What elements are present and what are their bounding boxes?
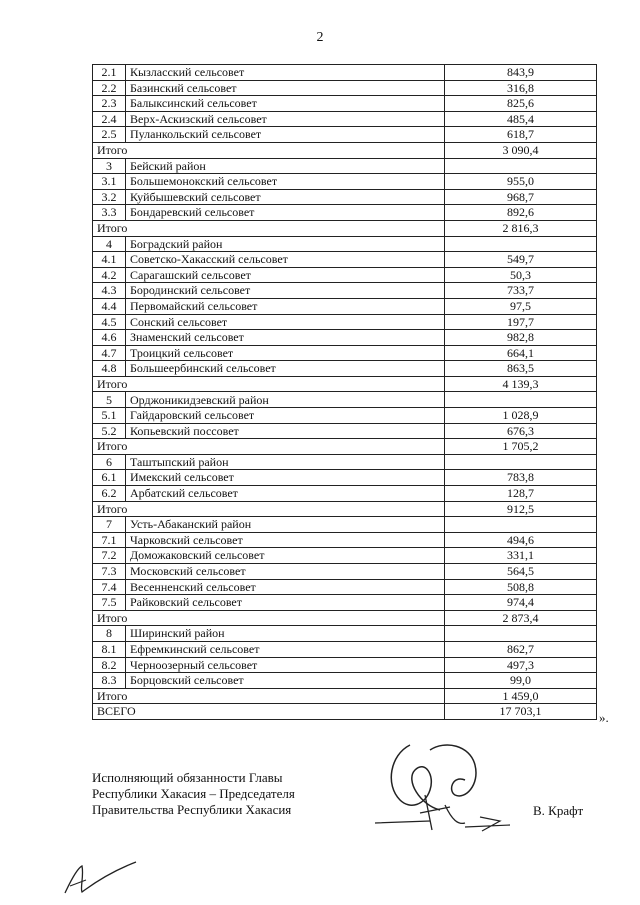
row-number: 5.1 bbox=[93, 408, 126, 424]
municipality-name: Балыксинский сельсовет bbox=[126, 96, 445, 112]
amount-value: 982,8 bbox=[445, 330, 597, 346]
subtotal-row bbox=[93, 439, 597, 455]
amount-value: 783,8 bbox=[445, 470, 597, 486]
municipality-name: Сарагашский сельсовет bbox=[126, 267, 445, 283]
municipality-name: Бородинский сельсовет bbox=[126, 283, 445, 299]
subtotal-value: 1 459,0 bbox=[445, 688, 597, 704]
amount-value: 331,1 bbox=[445, 548, 597, 564]
table-row bbox=[93, 189, 597, 205]
table-body bbox=[93, 65, 597, 720]
amount-value: 618,7 bbox=[445, 127, 597, 143]
amount-value: 1 028,9 bbox=[445, 408, 597, 424]
district-name: Таштыпский район bbox=[126, 454, 445, 470]
amount-value: 564,5 bbox=[445, 564, 597, 580]
amount-value: 676,3 bbox=[445, 423, 597, 439]
table-row bbox=[93, 96, 597, 112]
municipality-name: Копьевский поссовет bbox=[126, 423, 445, 439]
row-number: 2.5 bbox=[93, 127, 126, 143]
amount-value bbox=[445, 517, 597, 533]
row-number: 3.1 bbox=[93, 174, 126, 190]
signer-name: В. Крафт bbox=[533, 803, 584, 818]
amount-value: 494,6 bbox=[445, 532, 597, 548]
row-number: 6 bbox=[93, 454, 126, 470]
district-name: Боградский район bbox=[126, 236, 445, 252]
page-number: 2 bbox=[316, 30, 324, 45]
closing-quote: ». bbox=[599, 710, 609, 725]
grand-total-label: ВСЕГО bbox=[93, 704, 445, 720]
row-number: 4 bbox=[93, 236, 126, 252]
table-row bbox=[93, 673, 597, 689]
subtotal-label: Итого bbox=[93, 610, 445, 626]
row-number: 3.3 bbox=[93, 205, 126, 221]
signer-title-line-3: Правительства Республики Хакасия bbox=[92, 802, 292, 817]
municipality-name: Арбатский сельсовет bbox=[126, 486, 445, 502]
district-row bbox=[93, 392, 597, 408]
row-number: 4.3 bbox=[93, 283, 126, 299]
amount-value: 97,5 bbox=[445, 298, 597, 314]
row-number: 8.2 bbox=[93, 657, 126, 673]
municipality-name: Чарковский сельсовет bbox=[126, 532, 445, 548]
amount-value: 549,7 bbox=[445, 252, 597, 268]
row-number: 7.4 bbox=[93, 579, 126, 595]
amount-value: 497,3 bbox=[445, 657, 597, 673]
municipality-name: Большеербинский сельсовет bbox=[126, 361, 445, 377]
subtotal-value: 2 873,4 bbox=[445, 610, 597, 626]
municipality-name: Весенненский сельсовет bbox=[126, 579, 445, 595]
row-number: 2.2 bbox=[93, 80, 126, 96]
district-name: Бейский район bbox=[126, 158, 445, 174]
amount-value bbox=[445, 454, 597, 470]
row-number: 4.2 bbox=[93, 267, 126, 283]
table-row bbox=[93, 80, 597, 96]
budget-table bbox=[92, 64, 597, 720]
table-row bbox=[93, 330, 597, 346]
district-row bbox=[93, 158, 597, 174]
table-row bbox=[93, 65, 597, 81]
amount-value bbox=[445, 236, 597, 252]
subtotal-value: 2 816,3 bbox=[445, 220, 597, 236]
row-number: 4.1 bbox=[93, 252, 126, 268]
subtotal-value: 3 090,4 bbox=[445, 142, 597, 158]
row-number: 7 bbox=[93, 517, 126, 533]
amount-value: 197,7 bbox=[445, 314, 597, 330]
municipality-name: Доможаковский сельсовет bbox=[126, 548, 445, 564]
amount-value: 843,9 bbox=[445, 65, 597, 81]
row-number: 2.1 bbox=[93, 65, 126, 81]
table-row bbox=[93, 361, 597, 377]
row-number: 8 bbox=[93, 626, 126, 642]
row-number: 7.5 bbox=[93, 595, 126, 611]
table-row bbox=[93, 252, 597, 268]
subtotal-value: 4 139,3 bbox=[445, 376, 597, 392]
signer-title-line-1: Исполняющий обязанности Главы bbox=[92, 770, 283, 785]
row-number: 5 bbox=[93, 392, 126, 408]
subtotal-row bbox=[93, 376, 597, 392]
row-number: 5.2 bbox=[93, 423, 126, 439]
amount-value: 485,4 bbox=[445, 111, 597, 127]
row-number: 4.7 bbox=[93, 345, 126, 361]
amount-value bbox=[445, 626, 597, 642]
amount-value: 316,8 bbox=[445, 80, 597, 96]
row-number: 7.2 bbox=[93, 548, 126, 564]
municipality-name: Московский сельсовет bbox=[126, 564, 445, 580]
table-row bbox=[93, 470, 597, 486]
municipality-name: Бондаревский сельсовет bbox=[126, 205, 445, 221]
municipality-name: Имекский сельсовет bbox=[126, 470, 445, 486]
municipality-name: Первомайский сельсовет bbox=[126, 298, 445, 314]
row-number: 2.4 bbox=[93, 111, 126, 127]
district-name: Ширинский район bbox=[126, 626, 445, 642]
municipality-name: Большемонокский сельсовет bbox=[126, 174, 445, 190]
row-number: 4.6 bbox=[93, 330, 126, 346]
table-row bbox=[93, 595, 597, 611]
district-name: Орджоникидзевский район bbox=[126, 392, 445, 408]
municipality-name: Гайдаровский сельсовет bbox=[126, 408, 445, 424]
subtotal-value: 912,5 bbox=[445, 501, 597, 517]
table-row bbox=[93, 579, 597, 595]
row-number: 4.4 bbox=[93, 298, 126, 314]
subtotal-label: Итого bbox=[93, 439, 445, 455]
amount-value: 968,7 bbox=[445, 189, 597, 205]
district-row bbox=[93, 236, 597, 252]
amount-value bbox=[445, 392, 597, 408]
row-number: 8.1 bbox=[93, 641, 126, 657]
amount-value: 128,7 bbox=[445, 486, 597, 502]
table-row bbox=[93, 267, 597, 283]
amount-value: 955,0 bbox=[445, 174, 597, 190]
table-row bbox=[93, 345, 597, 361]
table-row bbox=[93, 111, 597, 127]
table-row bbox=[93, 127, 597, 143]
table-row bbox=[93, 532, 597, 548]
row-number: 4.5 bbox=[93, 314, 126, 330]
amount-value: 99,0 bbox=[445, 673, 597, 689]
district-row bbox=[93, 454, 597, 470]
amount-value: 50,3 bbox=[445, 267, 597, 283]
municipality-name: Советско-Хакасский сельсовет bbox=[126, 252, 445, 268]
district-row bbox=[93, 517, 597, 533]
municipality-name: Знаменский сельсовет bbox=[126, 330, 445, 346]
subtotal-row bbox=[93, 501, 597, 517]
amount-value: 664,1 bbox=[445, 345, 597, 361]
subtotal-label: Итого bbox=[93, 142, 445, 158]
row-number: 6.2 bbox=[93, 486, 126, 502]
table-row bbox=[93, 564, 597, 580]
row-number: 2.3 bbox=[93, 96, 126, 112]
row-number: 6.1 bbox=[93, 470, 126, 486]
amount-value: 825,6 bbox=[445, 96, 597, 112]
subtotal-value: 1 705,2 bbox=[445, 439, 597, 455]
subtotal-row bbox=[93, 688, 597, 704]
row-number: 3 bbox=[93, 158, 126, 174]
table-row bbox=[93, 548, 597, 564]
subtotal-label: Итого bbox=[93, 220, 445, 236]
table-row bbox=[93, 408, 597, 424]
district-name: Усть-Абаканский район bbox=[126, 517, 445, 533]
municipality-name: Куйбышевский сельсовет bbox=[126, 189, 445, 205]
handwritten-signature bbox=[370, 735, 520, 835]
row-number: 8.3 bbox=[93, 673, 126, 689]
municipality-name: Кызласский сельсовет bbox=[126, 65, 445, 81]
signature-block bbox=[92, 770, 295, 818]
handwritten-initials bbox=[60, 858, 140, 898]
row-number: 4.8 bbox=[93, 361, 126, 377]
grand-total-row bbox=[93, 704, 597, 720]
amount-value: 508,8 bbox=[445, 579, 597, 595]
subtotal-label: Итого bbox=[93, 688, 445, 704]
amount-value: 862,7 bbox=[445, 641, 597, 657]
municipality-name: Базинский сельсовет bbox=[126, 80, 445, 96]
amount-value bbox=[445, 158, 597, 174]
amount-value: 974,4 bbox=[445, 595, 597, 611]
municipality-name: Черноозерный сельсовет bbox=[126, 657, 445, 673]
row-number: 7.1 bbox=[93, 532, 126, 548]
municipality-name: Пуланкольский сельсовет bbox=[126, 127, 445, 143]
subtotal-label: Итого bbox=[93, 376, 445, 392]
subtotal-label: Итого bbox=[93, 501, 445, 517]
table-row bbox=[93, 657, 597, 673]
municipality-name: Райковский сельсовет bbox=[126, 595, 445, 611]
table-row bbox=[93, 486, 597, 502]
amount-value: 892,6 bbox=[445, 205, 597, 221]
subtotal-row bbox=[93, 142, 597, 158]
row-number: 7.3 bbox=[93, 564, 126, 580]
table-row bbox=[93, 283, 597, 299]
table-row bbox=[93, 174, 597, 190]
table-row bbox=[93, 314, 597, 330]
table-row bbox=[93, 423, 597, 439]
municipality-name: Верх-Аскизский сельсовет bbox=[126, 111, 445, 127]
table-row bbox=[93, 205, 597, 221]
grand-total-value: 17 703,1 bbox=[445, 704, 597, 720]
amount-value: 733,7 bbox=[445, 283, 597, 299]
municipality-name: Ефремкинский сельсовет bbox=[126, 641, 445, 657]
subtotal-row bbox=[93, 610, 597, 626]
municipality-name: Сонский сельсовет bbox=[126, 314, 445, 330]
district-row bbox=[93, 626, 597, 642]
table-row bbox=[93, 298, 597, 314]
signer-title-line-2: Республики Хакасия – Председателя bbox=[92, 786, 295, 801]
row-number: 3.2 bbox=[93, 189, 126, 205]
subtotal-row bbox=[93, 220, 597, 236]
municipality-name: Борцовский сельсовет bbox=[126, 673, 445, 689]
municipality-name: Троицкий сельсовет bbox=[126, 345, 445, 361]
table-row bbox=[93, 641, 597, 657]
amount-value: 863,5 bbox=[445, 361, 597, 377]
